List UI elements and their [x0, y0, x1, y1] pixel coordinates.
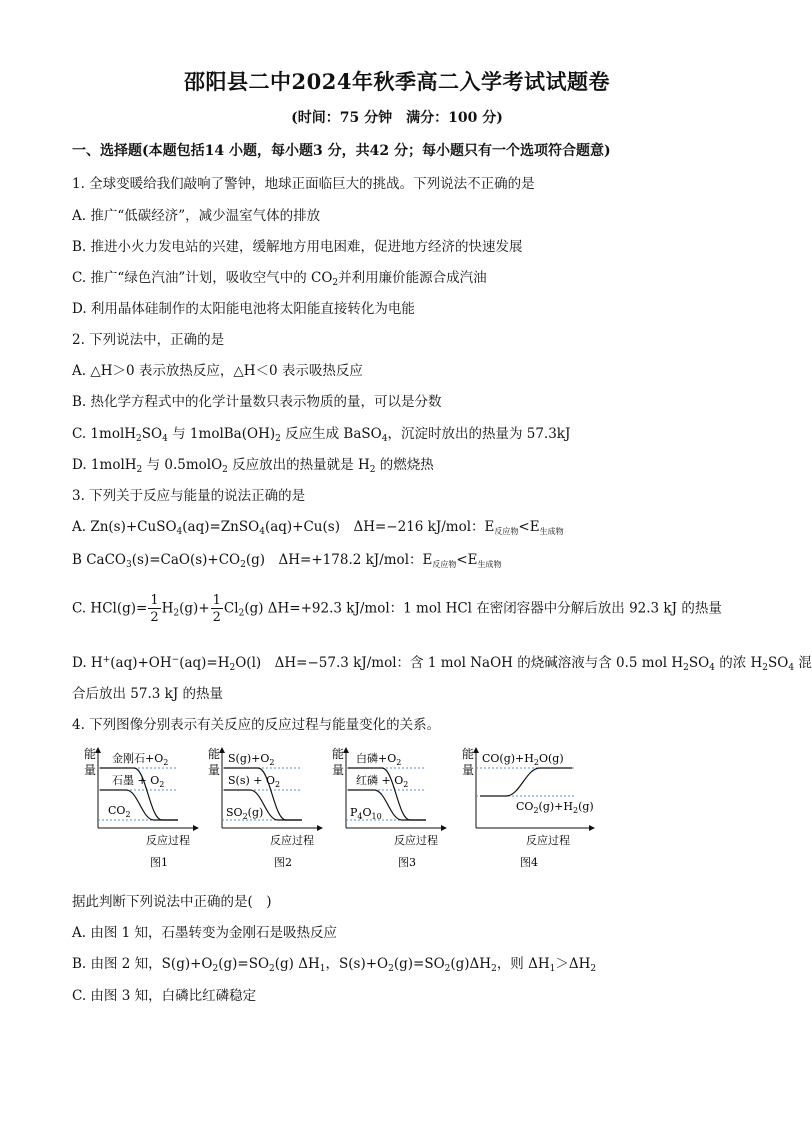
- fraction-half: [148, 594, 160, 624]
- q1-option-b[interactable]: B. 推进小火力发电站的兴建，缓解地方用电困难，促进地方经济的快速发展: [72, 239, 523, 255]
- q3-d-seg: O(l) ΔH=−57.3 kJ/mol：含 1 mol NaOH 的烧碱溶液与含 0.5 mol H: [235, 655, 684, 671]
- level-label: 金刚石$+O_2$: [112, 752, 169, 767]
- q2-d-sub: 2: [369, 465, 376, 475]
- level-label: $CO(g)+H_2O(g)$: [482, 752, 564, 767]
- q3-d-sub: 2: [683, 663, 689, 673]
- q3-option-a[interactable]: [72, 515, 564, 537]
- q2-c-seg: C. 1molH: [72, 426, 137, 442]
- q3-d-sub: 2: [229, 663, 236, 673]
- q3-d-seg: SO: [688, 655, 710, 671]
- figure-3: [332, 746, 446, 869]
- figure-caption: 图3: [398, 856, 416, 869]
- q3-d-seg: SO: [768, 655, 789, 671]
- q2-option-c[interactable]: [72, 422, 570, 444]
- q3-option-b[interactable]: [72, 548, 502, 570]
- q3-c-seg: (g) ΔH=+92.3 kJ/mol：1 mol HCl 在密闭容器中分解后放出 92.3 kJ 的热量: [244, 600, 722, 617]
- q2-d-seg: 反应放出的热量就是 H: [227, 457, 370, 473]
- x-axis-label: 反应过程: [526, 834, 570, 847]
- q4-b-sub: 1: [549, 964, 556, 974]
- fraction-denominator: 2: [212, 610, 221, 625]
- level-label: $CO_2$: [108, 804, 131, 819]
- fraction-numerator: 1: [212, 593, 221, 608]
- level-label: $CO_2(g)+H_2(g)$: [516, 800, 594, 815]
- q1-c-text: C. 推广“绿色汽油”计划，吸收空气中的 CO: [72, 270, 333, 286]
- q1-stem: 1. 全球变暖给我们敲响了警钟，地球正面临巨大的挑战。下列说法不正确的是: [72, 176, 535, 192]
- q2-c-seg: ，沉淀时放出的热量为 57.3kJ: [387, 426, 571, 442]
- q3-d-sub: 2: [762, 663, 768, 673]
- q3-d-seg: (aq)+OH: [110, 655, 172, 671]
- figure-caption: 图4: [520, 856, 538, 869]
- q3-option-c[interactable]: [72, 594, 722, 624]
- y-axis-label: 量: [332, 763, 345, 777]
- q3-b-sub: 生成物: [477, 560, 502, 569]
- level-label: $S(g)+O_2$: [228, 752, 275, 767]
- q4-b-sub: 2: [444, 964, 451, 974]
- q4-b-sub: 2: [269, 964, 275, 974]
- q3-a-seg: <E: [518, 519, 540, 535]
- figure-caption: 图2: [274, 856, 292, 869]
- q4-option-c[interactable]: C. 由图 3 知，白磷比红磷稳定: [72, 988, 257, 1004]
- q2-c-seg: 反应生成 BaSO: [280, 426, 382, 442]
- q2-option-d[interactable]: [72, 453, 434, 475]
- q4-option-a[interactable]: A. 由图 1 知，石墨转变为金刚石是吸热反应: [72, 925, 338, 941]
- q1-option-c[interactable]: [72, 266, 487, 288]
- figure-2: [208, 746, 322, 869]
- q3-option-d[interactable]: [72, 651, 812, 673]
- q4-b-sub: 2: [212, 964, 219, 974]
- q4-b-seg: (g)=SO: [393, 956, 445, 972]
- q2-c-sub: 2: [275, 434, 281, 444]
- q3-a-seg: A. Zn(s)+CuSO: [72, 519, 177, 535]
- q2-option-a[interactable]: A. △H＞0 表示放热反应，△H＜0 表示吸热反应: [72, 363, 363, 379]
- q3-a-sub: 反应物: [494, 527, 519, 536]
- q2-c-seg: SO: [141, 426, 163, 442]
- q3-b-seg: B CaCO: [72, 552, 126, 568]
- fraction-denominator: 2: [150, 610, 159, 625]
- q3-a-sub: 4: [259, 527, 265, 537]
- q3-option-d-continued: 合后放出 57.3 kJ 的热量: [72, 686, 224, 702]
- y-axis-label: 量: [462, 763, 475, 777]
- q4-b-seg: (g)ΔH: [450, 956, 492, 972]
- q2-d-sub: 2: [222, 465, 228, 475]
- q1-c-text-end: 并利用廉价能源合成汽油: [338, 270, 487, 286]
- y-axis-label: 能: [462, 747, 475, 761]
- energy-curve: [480, 768, 572, 796]
- q3-d-seg: 的浓 H: [714, 655, 763, 671]
- q3-c-seg: (g)+: [179, 600, 210, 617]
- q3-a-seg: (aq)+Cu(s) ΔH=−216 kJ/mol：E: [264, 519, 495, 535]
- q3-a-sub: 生成物: [539, 527, 564, 536]
- q2-stem: 2. 下列说法中，正确的是: [72, 332, 225, 348]
- q4-b-seg: ，则 ΔH: [496, 956, 550, 972]
- q2-d-seg: D. 1molH: [72, 457, 137, 473]
- level-label: $P_4O_{10}$: [350, 806, 382, 821]
- q2-c-sub: 4: [162, 434, 168, 444]
- q3-b-sub: 反应物: [432, 560, 457, 569]
- figure-1: [84, 746, 198, 869]
- y-axis-label: 能: [208, 747, 221, 761]
- q1-option-a[interactable]: A. 推广“低碳经济”，减少温室气体的排放: [72, 208, 321, 224]
- q3-c-sub: 2: [173, 608, 180, 619]
- q4-b-seg: ＞ΔH: [555, 956, 591, 972]
- q2-d-seg: 的燃烧热: [375, 457, 434, 473]
- q2-c-seg: 与 1molBa(OH): [167, 426, 276, 442]
- q2-option-b[interactable]: B. 热化学方程式中的化学计量数只表示物质的量，可以是分数: [72, 394, 442, 410]
- q3-b-seg: <E: [456, 552, 478, 568]
- q3-d-sup: −: [171, 655, 180, 665]
- q4-option-b[interactable]: [72, 952, 596, 974]
- figure-caption: 图1: [150, 856, 168, 869]
- fraction-numerator: 1: [150, 593, 159, 608]
- q1-c-subscript: 2: [332, 278, 339, 288]
- q4-b-sub: 2: [388, 964, 394, 974]
- q4-b-seg: (g) ΔH: [274, 956, 320, 972]
- q4-b-sub: 2: [491, 964, 497, 974]
- q3-c-seg: H: [161, 600, 174, 617]
- q3-a-seg: (aq)=ZnSO: [182, 519, 260, 535]
- x-axis-label: 反应过程: [146, 834, 190, 847]
- q3-a-sub: 4: [176, 527, 183, 537]
- energy-diagrams-svg: [84, 744, 618, 874]
- q3-d-seg: (aq)=H: [179, 655, 230, 671]
- q3-b-sub: 3: [126, 560, 132, 570]
- q3-stem: 3. 下列关于反应与能量的说法正确的是: [72, 488, 306, 504]
- level-label: 石墨 + $O_2$: [112, 774, 165, 789]
- exam-title: 邵阳县二中2024年秋季高二入学考试试题卷: [184, 69, 610, 94]
- q3-d-sub: 4: [788, 663, 795, 673]
- q4-stem: 4. 下列图像分别表示有关反应的反应过程与能量变化的关系。: [72, 717, 441, 733]
- x-axis-label: 反应过程: [270, 834, 314, 847]
- q3-b-seg: (g) ΔH=+178.2 kJ/mol：E: [245, 552, 433, 568]
- level-label: $SO_2(g)$: [226, 806, 264, 821]
- q4-judge: 据此判断下列说法中正确的是( ): [72, 894, 272, 910]
- q4-b-sub: 1: [319, 964, 326, 974]
- x-axis-label: 反应过程: [394, 834, 438, 847]
- q3-c-seg: Cl: [223, 600, 239, 617]
- q3-c-seg: C. HCl(g)=: [72, 600, 148, 617]
- exam-subtitle: (时间：75 分钟 满分：100 分): [291, 110, 503, 126]
- q3-d-seg: 混: [794, 655, 812, 671]
- q3-d-sub: 4: [709, 663, 715, 673]
- q1-option-d[interactable]: D. 利用晶体硅制作的太阳能电池将太阳能直接转化为电能: [72, 301, 415, 317]
- level-label: 白磷$+O_2$: [356, 752, 402, 767]
- q4-b-seg: ，S(s)+O: [325, 956, 389, 972]
- y-axis-label: 能: [332, 747, 345, 761]
- q3-b-seg: (s)=CaO(s)+CO: [131, 552, 241, 568]
- level-label: 红磷 + $O_2$: [356, 774, 409, 789]
- q2-c-sub: 4: [381, 434, 388, 444]
- figure-4: [462, 746, 594, 869]
- q3-d-seg: D. H: [72, 655, 103, 671]
- q2-d-sub: 2: [136, 465, 143, 475]
- q4-b-seg: B. 由图 2 知，S(g)+O: [72, 956, 213, 972]
- energy-diagrams: [84, 744, 618, 874]
- q4-b-seg: (g)=SO: [218, 956, 270, 972]
- y-axis-label: 量: [208, 763, 221, 777]
- fraction-half: [211, 594, 223, 624]
- q3-c-sub: 2: [238, 608, 245, 619]
- q3-b-sub: 2: [240, 560, 246, 570]
- q2-d-seg: 与 0.5molO: [142, 457, 223, 473]
- q3-d-sup: +: [102, 655, 111, 665]
- y-axis-label: 量: [84, 763, 97, 777]
- q2-c-sub: 2: [136, 434, 142, 444]
- y-axis-label: 能: [84, 747, 97, 761]
- level-label: $S(s) + O_2$: [228, 774, 281, 789]
- q4-b-sub: 2: [590, 964, 597, 974]
- section-heading: 一、选择题(本题包括14 小题，每小题3 分，共42 分；每小题只有一个选项符合题意): [72, 143, 611, 159]
